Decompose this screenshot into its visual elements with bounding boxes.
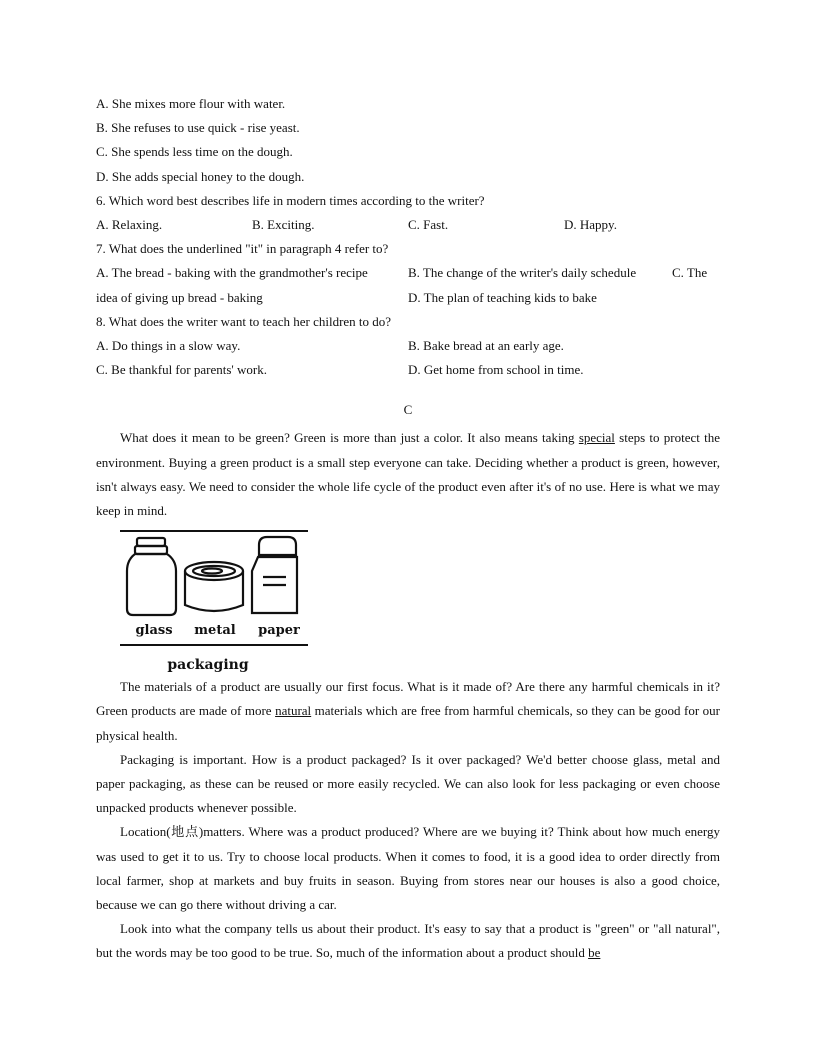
q5-option-d: D. She adds special honey to the dough.: [96, 168, 305, 184]
q7-options-row-2: [96, 286, 720, 310]
q7-option-a: A. The bread - baking with the grandmother's recipe: [96, 265, 368, 281]
underlined-word-be: be: [588, 945, 601, 961]
underlined-word-natural: natural: [275, 703, 312, 719]
section-heading: C: [403, 402, 413, 418]
q8-question: 8. What does the writer want to teach her children to do?: [96, 313, 392, 329]
q5-option-a: A. She mixes more flour with water.: [96, 96, 286, 111]
q7-option-d: D. The plan of teaching kids to bake: [408, 289, 597, 305]
q8-option-a: A. Do things in a slow way.: [96, 337, 241, 353]
q7-options-row-1: [96, 261, 720, 285]
packaging-caption: packaging: [167, 657, 249, 674]
q7-option-c-start: C. The: [672, 265, 708, 281]
q6-question: 6. Which word best describes life in modern times according to the writer?: [96, 192, 485, 208]
document-page: [96, 92, 720, 966]
q8-options-row-1: [96, 334, 720, 358]
packaging-paragraph: Packaging is important. How is a product packaged? Is it over packaged? We'd better choose glass, metal and paper packaging, as these can be reused or more easily recycled. We can also look for less packaging or even choose unpacked products whenever possible.: [96, 751, 720, 816]
q7-option-b: B. The change of the writer's daily schedule: [408, 265, 637, 281]
q6-options: [96, 213, 720, 237]
underlined-word-special: special: [578, 430, 615, 446]
paper-label: paper: [258, 623, 300, 639]
metal-can-icon: [185, 562, 243, 611]
intro-paragraph: What does it mean to be green? Green is more than just a color. It also means taking special steps to protect the environment. Buying a green product is a small step everyone can take. Deciding whether a product is green, however, isn't always easy. We need to consider the whole life cycle of the product even after it's of no use. Here is what we may keep in mind.: [96, 430, 720, 519]
q6-option-b: B. Exciting.: [252, 216, 315, 232]
q5-option-c: C. She spends less time on the dough.: [96, 144, 293, 160]
q6-option-c: C. Fast.: [408, 216, 449, 232]
glass-label: glass: [135, 623, 173, 639]
q8-option-d: D. Get home from school in time.: [408, 362, 584, 378]
q6-option-a: A. Relaxing.: [96, 216, 163, 232]
glass-jar-icon: [127, 538, 176, 615]
q8-option-c: C. Be thankful for parents' work.: [96, 362, 267, 378]
packaging-figure: [118, 527, 308, 675]
company-paragraph: Look into what the company tells us about their product. It's easy to say that a product is "green" or "all natural", but the words may be too good to be true. So, much of the information about a product should be: [96, 921, 720, 961]
metal-label: metal: [194, 623, 236, 639]
paper-bag-icon: [252, 537, 297, 613]
q7-question: 7. What does the underlined "it" in paragraph 4 refer to?: [96, 241, 389, 257]
q7-option-c-end: idea of giving up bread - baking: [96, 289, 263, 305]
q5-option-b: B. She refuses to use quick - rise yeast.: [96, 120, 300, 136]
q6-option-d: D. Happy.: [564, 216, 617, 232]
packaging-illustration: [118, 527, 308, 675]
location-paragraph: Location(地点)matters. Where was a product produced? Where are we buying it? Think about how much energy was used to get it to us. Try to choose local products. When it comes to food, it is a good idea to order directly from local farmer, shop at markets and buy fruits in season. Buying from stores near our houses is also a good choice, because we can go there without driving a car.: [96, 824, 720, 913]
materials-paragraph: The materials of a product are usually our first focus. What is it made of? Are there any harmful chemicals in it? Green products are made of more natural materials which are free from harmful chemicals, so they can be good for our physical health.: [96, 679, 720, 743]
q8-option-b: B. Bake bread at an early age.: [408, 337, 564, 353]
q8-options-row-2: [96, 358, 720, 382]
